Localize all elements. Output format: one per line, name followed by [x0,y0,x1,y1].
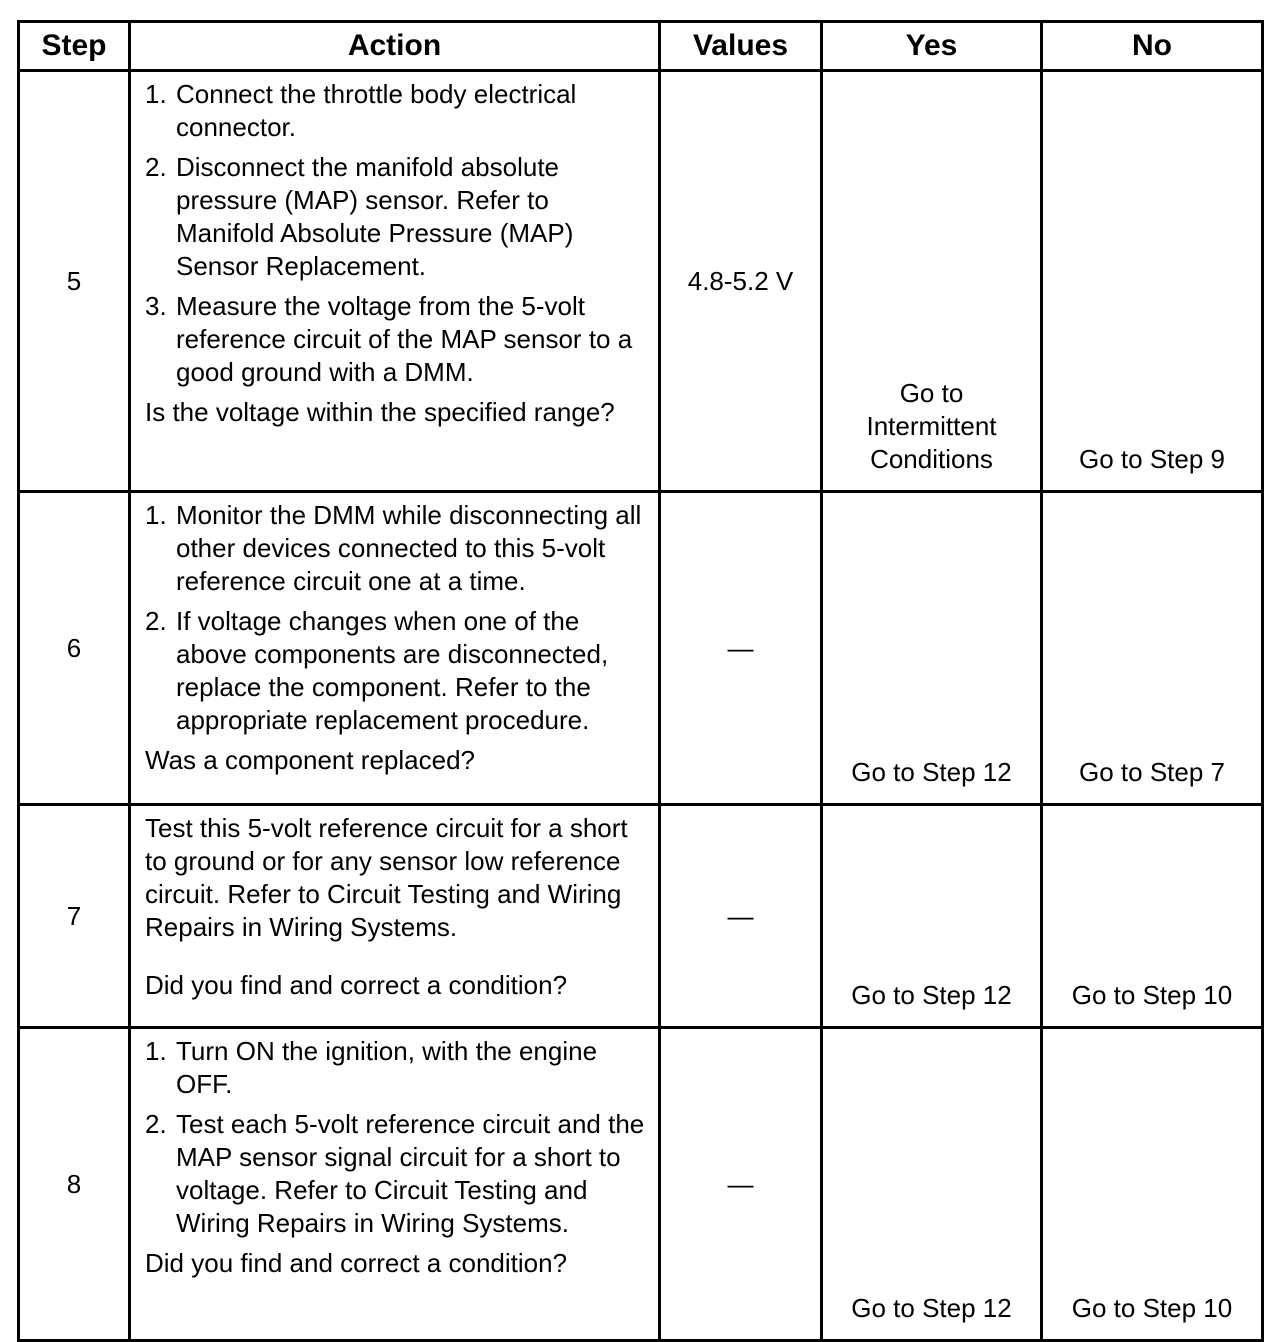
item-number: 1. [145,79,167,109]
action-item [145,290,648,389]
item-text: Connect the throttle body electrical connector. [176,79,577,142]
table-row-step-6 [19,492,1263,805]
action-list [145,499,648,737]
no-cell: Go to Step 10 [1042,805,1263,1028]
item-text: Monitor the DMM while disconnecting all other devices connected to this 5-volt reference circuit one at a time. [176,500,642,596]
values-cell: — [660,1028,822,1341]
item-text: Test each 5-volt reference circuit and the MAP sensor signal circuit for a short to voltage. Refer to Circuit Testing and Wiring Repairs in Wiring Systems. [176,1109,645,1238]
yes-cell: Go to Step 12 [822,805,1042,1028]
item-text: Turn ON the ignition, with the engine OFF. [176,1036,598,1099]
action-cell [130,71,660,492]
no-cell: Go to Step 9 [1042,71,1263,492]
header-no: No [1042,22,1263,71]
item-text: Disconnect the manifold absolute pressure (MAP) sensor. Refer to Manifold Absolute Pressure (MAP) Sensor Replacement. [176,152,574,281]
action-list [145,78,648,389]
item-number: 2. [145,152,167,182]
diagnostic-table [17,20,1264,1342]
step-number: 8 [19,1028,130,1341]
action-item [145,1108,648,1240]
step-number: 6 [19,492,130,805]
table-row-step-5 [19,71,1263,492]
item-text: Measure the voltage from the 5-volt reference circuit of the MAP sensor to a good ground with a DMM. [176,291,633,387]
action-item [145,605,648,737]
step-number: 7 [19,805,130,1028]
action-question: Did you find and correct a condition? [145,970,568,1000]
table-row-step-7 [19,805,1263,1028]
yes-cell: Go to Step 12 [822,1028,1042,1341]
no-cell: Go to Step 7 [1042,492,1263,805]
yes-text: Go to Intermittent Conditions [866,378,997,474]
action-question: Did you find and correct a condition? [145,1248,568,1278]
action-body: Test this 5-volt reference circuit for a short to ground or for any sensor low reference circuit. Refer to Circuit Testing and Wiring Repairs in Wiring Systems. [145,813,628,942]
item-number: 3. [145,291,167,321]
header-values: Values [660,22,822,71]
action-question: Was a component replaced? [145,745,476,775]
header-row [19,22,1263,71]
table-row-step-8 [19,1028,1263,1341]
action-item [145,1035,648,1101]
action-list [145,1035,648,1240]
header-step: Step [19,22,130,71]
values-cell: — [660,492,822,805]
action-item [145,499,648,598]
item-number: 2. [145,1109,167,1139]
values-cell: — [660,805,822,1028]
item-text: If voltage changes when one of the above components are disconnected, replace the component. Refer to the appropriate replacement procedure. [176,606,609,735]
header-yes: Yes [822,22,1042,71]
item-number: 1. [145,500,167,530]
yes-cell [822,71,1042,492]
yes-cell: Go to Step 12 [822,492,1042,805]
action-question: Is the voltage within the specified range? [145,397,615,427]
action-cell [130,805,660,1028]
action-item [145,151,648,283]
item-number: 1. [145,1036,167,1066]
no-cell: Go to Step 10 [1042,1028,1263,1341]
action-cell [130,1028,660,1341]
action-cell [130,492,660,805]
item-number: 2. [145,606,167,636]
header-action: Action [130,22,660,71]
action-item [145,78,648,144]
values-cell: 4.8-5.2 V [660,71,822,492]
step-number: 5 [19,71,130,492]
